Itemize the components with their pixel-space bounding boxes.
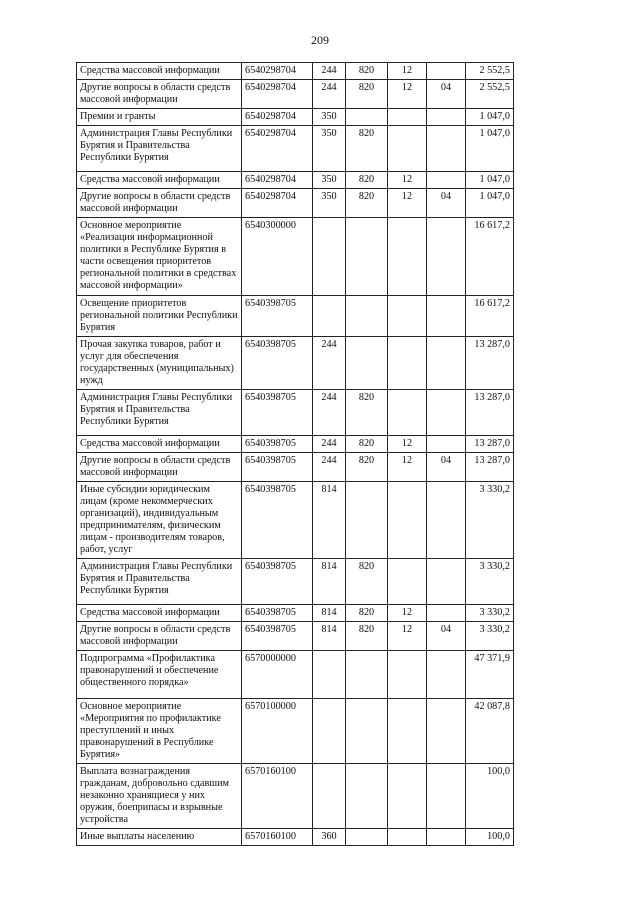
table-row [77,109,514,126]
row-rz-cell [388,390,427,436]
row-code-cell: 6540398705 [242,559,313,605]
row-vr-cell: 244 [313,436,346,453]
row-code-cell: 6570100000 [242,699,313,764]
row-rz-cell [388,829,427,846]
row-gr-cell [346,296,388,337]
row-sum-cell: 16 617,2 [466,296,514,337]
row-name-cell: Основное мероприятие «Реализация информационной политики в Республике Бурятия в части освещения приоритетов региональной политики в средствах массовой информации» [77,218,242,296]
row-name-cell: Освещение приоритетов региональной политики Республики Бурятия [77,296,242,337]
row-sum-cell: 1 047,0 [466,126,514,172]
row-name-cell: Основное мероприятие «Мероприятия по профилактике преступлений и иных правонарушений в Республике Бурятия» [77,699,242,764]
row-code-cell: 6570160100 [242,764,313,829]
row-pr-cell [427,126,466,172]
row-rz-cell [388,764,427,829]
row-pr-cell [427,109,466,126]
row-rz-cell: 12 [388,172,427,189]
row-sum-cell: 2 552,5 [466,80,514,109]
row-name-cell: Иные субсидии юридическим лицам (кроме некоммерческих организаций), индивидуальным предпринимателям, физическим лицам - производителям товаров, работ, услуг [77,482,242,559]
row-gr-cell: 820 [346,63,388,80]
row-rz-cell: 12 [388,80,427,109]
row-gr-cell [346,482,388,559]
row-pr-cell [427,699,466,764]
row-gr-cell: 820 [346,126,388,172]
row-name-cell: Другие вопросы в области средств массовой информации [77,622,242,651]
row-vr-cell: 814 [313,622,346,651]
row-gr-cell: 820 [346,390,388,436]
row-vr-cell [313,764,346,829]
row-vr-cell: 244 [313,63,346,80]
table-row [77,764,514,829]
row-vr-cell: 350 [313,189,346,218]
row-code-cell: 6540398705 [242,605,313,622]
row-rz-cell [388,337,427,390]
row-gr-cell: 820 [346,605,388,622]
row-rz-cell: 12 [388,605,427,622]
row-pr-cell [427,482,466,559]
row-pr-cell [427,337,466,390]
table-row [77,482,514,559]
row-sum-cell: 3 330,2 [466,482,514,559]
row-rz-cell [388,651,427,699]
row-name-cell: Другие вопросы в области средств массовой информации [77,453,242,482]
row-gr-cell [346,764,388,829]
row-name-cell: Прочая закупка товаров, работ и услуг для обеспечения государственных (муниципальных) нужд [77,337,242,390]
row-vr-cell: 350 [313,172,346,189]
row-pr-cell [427,829,466,846]
row-vr-cell: 814 [313,605,346,622]
row-vr-cell: 244 [313,80,346,109]
row-vr-cell: 244 [313,390,346,436]
table-row [77,337,514,390]
table-row [77,453,514,482]
row-code-cell: 6570000000 [242,651,313,699]
row-name-cell: Администрация Главы Республики Бурятия и Правительства Республики Бурятия [77,559,242,605]
row-name-cell: Администрация Главы Республики Бурятия и Правительства Республики Бурятия [77,390,242,436]
row-pr-cell [427,764,466,829]
row-pr-cell: 04 [427,80,466,109]
row-sum-cell: 42 087,8 [466,699,514,764]
row-vr-cell [313,651,346,699]
row-vr-cell: 350 [313,126,346,172]
row-pr-cell [427,651,466,699]
row-rz-cell: 12 [388,63,427,80]
row-vr-cell: 814 [313,482,346,559]
row-code-cell: 6540298704 [242,109,313,126]
row-pr-cell [427,172,466,189]
row-pr-cell: 04 [427,189,466,218]
table-row [77,605,514,622]
budget-table [76,62,514,846]
table-row [77,559,514,605]
row-pr-cell [427,605,466,622]
row-rz-cell [388,699,427,764]
row-vr-cell: 814 [313,559,346,605]
table-row [77,699,514,764]
row-sum-cell: 3 330,2 [466,622,514,651]
row-gr-cell: 820 [346,436,388,453]
row-code-cell: 6540398705 [242,337,313,390]
row-rz-cell: 12 [388,189,427,218]
row-code-cell: 6540398705 [242,436,313,453]
row-name-cell: Подпрограмма «Профилактика правонарушений и обеспечение общественного порядка» [77,651,242,699]
row-pr-cell [427,63,466,80]
row-name-cell: Средства массовой информации [77,605,242,622]
table-row [77,63,514,80]
page-number: 209 [311,33,329,47]
row-pr-cell [427,218,466,296]
budget-table-body [77,63,514,846]
row-code-cell: 6540298704 [242,189,313,218]
table-row [77,296,514,337]
row-code-cell: 6540398705 [242,622,313,651]
row-code-cell: 6540398705 [242,482,313,559]
row-sum-cell: 2 552,5 [466,63,514,80]
row-pr-cell [427,436,466,453]
row-sum-cell: 3 330,2 [466,559,514,605]
row-sum-cell: 47 371,9 [466,651,514,699]
row-sum-cell: 13 287,0 [466,436,514,453]
table-row [77,829,514,846]
row-rz-cell: 12 [388,622,427,651]
row-rz-cell [388,482,427,559]
row-name-cell: Премии и гранты [77,109,242,126]
row-pr-cell [427,296,466,337]
table-row [77,622,514,651]
row-vr-cell [313,699,346,764]
row-code-cell: 6540398705 [242,390,313,436]
row-name-cell: Другие вопросы в области средств массовой информации [77,189,242,218]
row-gr-cell [346,699,388,764]
row-gr-cell: 820 [346,189,388,218]
row-rz-cell [388,218,427,296]
row-code-cell: 6540300000 [242,218,313,296]
table-row [77,80,514,109]
row-name-cell: Средства массовой информации [77,172,242,189]
row-gr-cell [346,337,388,390]
row-gr-cell [346,829,388,846]
row-gr-cell: 820 [346,453,388,482]
row-rz-cell: 12 [388,453,427,482]
row-sum-cell: 100,0 [466,764,514,829]
row-sum-cell: 100,0 [466,829,514,846]
row-gr-cell: 820 [346,622,388,651]
table-row [77,172,514,189]
table-row [77,126,514,172]
row-code-cell: 6540298704 [242,126,313,172]
row-name-cell: Выплата вознаграждения гражданам, добровольно сдавшим незаконно хранящиеся у них оружия, боеприпасы и взрывные устройства [77,764,242,829]
row-sum-cell: 1 047,0 [466,172,514,189]
row-sum-cell: 13 287,0 [466,337,514,390]
row-vr-cell: 244 [313,337,346,390]
row-code-cell: 6570160100 [242,829,313,846]
row-gr-cell: 820 [346,559,388,605]
row-rz-cell [388,296,427,337]
row-code-cell: 6540298704 [242,172,313,189]
row-name-cell: Администрация Главы Республики Бурятия и Правительства Республики Бурятия [77,126,242,172]
table-row [77,218,514,296]
row-gr-cell: 820 [346,172,388,189]
row-vr-cell: 244 [313,453,346,482]
row-rz-cell [388,109,427,126]
row-rz-cell: 12 [388,436,427,453]
row-rz-cell [388,126,427,172]
row-name-cell: Средства массовой информации [77,63,242,80]
row-sum-cell: 16 617,2 [466,218,514,296]
table-row [77,651,514,699]
row-vr-cell [313,218,346,296]
table-row [77,390,514,436]
row-gr-cell [346,109,388,126]
row-gr-cell: 820 [346,80,388,109]
row-rz-cell [388,559,427,605]
row-name-cell: Другие вопросы в области средств массовой информации [77,80,242,109]
row-vr-cell: 360 [313,829,346,846]
row-pr-cell: 04 [427,453,466,482]
row-gr-cell [346,651,388,699]
row-pr-cell [427,390,466,436]
row-sum-cell: 1 047,0 [466,109,514,126]
row-code-cell: 6540398705 [242,296,313,337]
row-pr-cell [427,559,466,605]
row-pr-cell: 04 [427,622,466,651]
row-sum-cell: 13 287,0 [466,453,514,482]
row-vr-cell: 350 [313,109,346,126]
table-row [77,436,514,453]
table-row [77,189,514,218]
row-name-cell: Средства массовой информации [77,436,242,453]
row-sum-cell: 13 287,0 [466,390,514,436]
row-sum-cell: 3 330,2 [466,605,514,622]
row-vr-cell [313,296,346,337]
row-code-cell: 6540298704 [242,80,313,109]
row-code-cell: 6540298704 [242,63,313,80]
row-gr-cell [346,218,388,296]
row-code-cell: 6540398705 [242,453,313,482]
row-name-cell: Иные выплаты населению [77,829,242,846]
row-sum-cell: 1 047,0 [466,189,514,218]
